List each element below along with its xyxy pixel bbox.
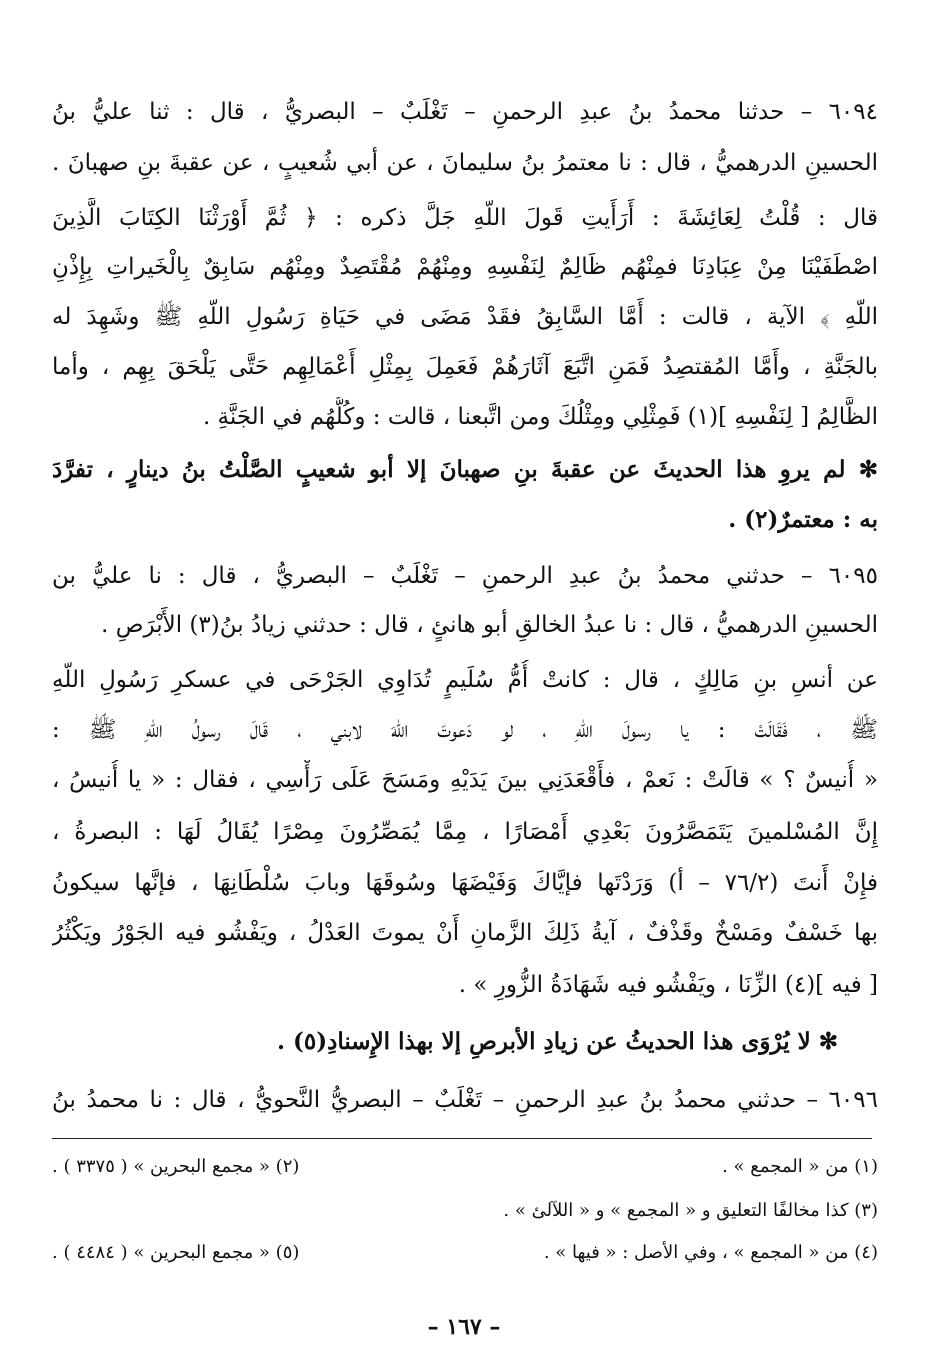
footnote-line	[52, 1152, 878, 1184]
page-number: – ١٦٧ –	[427, 1314, 501, 1340]
hadith-6095-heading-line: ٦٠٩٥ – حدثني محمدُ بنُ عبدِ الرحمنِ – تَغْلَبٌ – البصريُّ ، قال : نا عليُّ بن	[52, 563, 878, 589]
hadith-6094-comment-line: ✻ لم يروِ هذا الحديثَ عن عقبةَ بنِ صهبانَ إلا أبو شعيبٍ الصَّلْتُ بنُ دينارٍ ، تفرَّدَ	[52, 456, 878, 483]
footnote-line	[52, 1238, 878, 1270]
hadith-6094-text-line: قال : قُلْتُ لِعَائِشَةَ : أَرَأَيتِ قَولَ اللّهِ جَلَّ ذكره : ﴿ ثُمَّ أَوْرَثْنَا الكِتَابَ الَّذِينَ	[52, 205, 878, 231]
footnote-4: (٤) من « المجمع » ، وفي الأصل : « فيها » .	[543, 1242, 878, 1263]
footnote-2: (٢) « مجمع البحرين » ( ٣٣٧٥ ) .	[52, 1156, 300, 1177]
hadith-6095-text-line: إِنَّ المُسْلمينَ يَتَمَصَّرُونَ بَعْدِي أَمْصَارًا ، مِمَّا يُمَصِّرُونَ مِصْرًا يُقَالُ لَهَا : البصرةُ ،	[52, 819, 878, 845]
hadith-6095-comment-line: ✻ لا يُرْوَى هذا الحديثُ عن زيادِ الأبرصِ إلا بهذا الإِسنادِ(٥) .	[276, 1028, 838, 1055]
footnote-3: (٣) كذا مخالفًا التعليق و « المجمع » و « اللآلئ » .	[503, 1200, 878, 1221]
hadith-6094-text-line: بالجَنَّةِ ، وأَمَّا المُقتصِدُ فَمَنِ اتَّبَعَ آثَارَهُمْ فَعَمِلَ بِمِثْلِ أَعْمَالِهِم حَتَّى يَلْحَقَ بِهِم ، وأما	[52, 354, 878, 380]
hadith-6095-text-line: عن أنسِ بنِ مَالِكٍ ، قال : كانتْ أُمُّ سُلَيمٍ تُدَاوِي الجَرْحَى في عسكرِ رَسُولِ اللّهِ	[52, 667, 878, 693]
hadith-6094-text-line: الظَّالِمُ [ لِنَفْسِهِ ](١) فَمِثْلِي ومِثْلُكَ ومن اتَّبعنا ، قالت : وكُلُّهُم في الجَنَّةِ .	[202, 404, 878, 430]
footnote-1: (١) من « المجمع » .	[722, 1156, 878, 1177]
hadith-6094-text-line: اللّهِ ﴾ الآية ، قالت : أَمَّا السَّابِقُ فقَدْ مَضَى في حَيَاةِ رَسُولِ اللّهِ ﷺ وشَهِدَ له	[52, 304, 878, 330]
footnote-5: (٥) « مجمع البحرين » ( ٤٤٨٤ ) .	[52, 1242, 300, 1263]
hadith-6094-isnad-line: الحسينِ الدرهميُّ ، قال : نا معتمرُ بنُ سليمانَ ، عن أبي شُعيبٍ ، عن عقبةَ بنِ صهبانَ .	[52, 150, 878, 176]
hadith-6095-isnad-line: الحسينِ الدرهميُّ ، قال : نا عبدُ الخالقِ أبو هانئٍ ، قال : حدثني زيادُ بنُ(٣) الأَبْرَصِ .	[101, 612, 878, 638]
footnote-line	[52, 1196, 878, 1228]
hadith-6096-heading-line: ٦٠٩٦ – حدثني محمدُ بنُ عبدِ الرحمنِ – تَغْلَبٌ – البصريُّ النَّحويُّ ، قال : نا محمدُ بنُ	[52, 1087, 878, 1113]
hadith-6094-text-line: اصْطَفَيْنَا مِنْ عِبَادِنَا فمِنْهُم ظَالِمٌ لِنَفْسِهِ ومِنْهُمْ مُقْتَصِدٌ ومِنْهُم سَابِقٌ بِالْخَيراتِ بِإِذْنِ	[52, 254, 878, 280]
hadith-6094-comment-line: به : معتمرٌ(٢) .	[728, 506, 878, 533]
hadith-6095-text-line: « أُنيسٌ ؟ » قالَتْ : نَعمْ ، فأَقْعَدَنِي بينَ يَدَيْهِ ومَسَحَ عَلَى رَأْسِي ، فقال : « يا أُنيسُ ،	[52, 767, 878, 793]
hadith-6095-text-line: ﷺ ، فَقَالَتْ : يا رسولَ اللّهِ ، لو دَعوتَ اللّهَ لابني ، قَالَ رسولُ اللّهِ ﷺ :	[52, 717, 878, 743]
hadith-6095-text-line: بها خَسْفٌ ومَسْخٌ وقَذْفٌ ، آيةُ ذَلِكَ الزَّمانِ أَنْ يموتَ العَدْلُ ، ويَفْشُو فيه الجَوْرُ ويَكْثُرُ	[52, 920, 878, 946]
hadith-6094-heading-line: ٦٠٩٤ – حدثنا محمدُ بنُ عبدِ الرحمنِ – تَغْلَبٌ – البصريُّ ، قال : ثنا عليُّ بنُ	[52, 99, 878, 125]
hadith-6095-text-line: فإِنْ أَنتَ (٧٦/٢ – أ) وَرَدْتَها فإيَّاكَ وَفَيْضَهَا وسُوقَهَا وبابَ سُلْطَانِهَا ، فإنَّها سيكونُ	[52, 870, 878, 896]
footnote-separator	[52, 1138, 872, 1139]
hadith-6095-text-line: [ فيه ](٤) الزِّنَا ، ويَفْشُو فيه شَهَادَةُ الزُّورِ » .	[458, 972, 878, 998]
